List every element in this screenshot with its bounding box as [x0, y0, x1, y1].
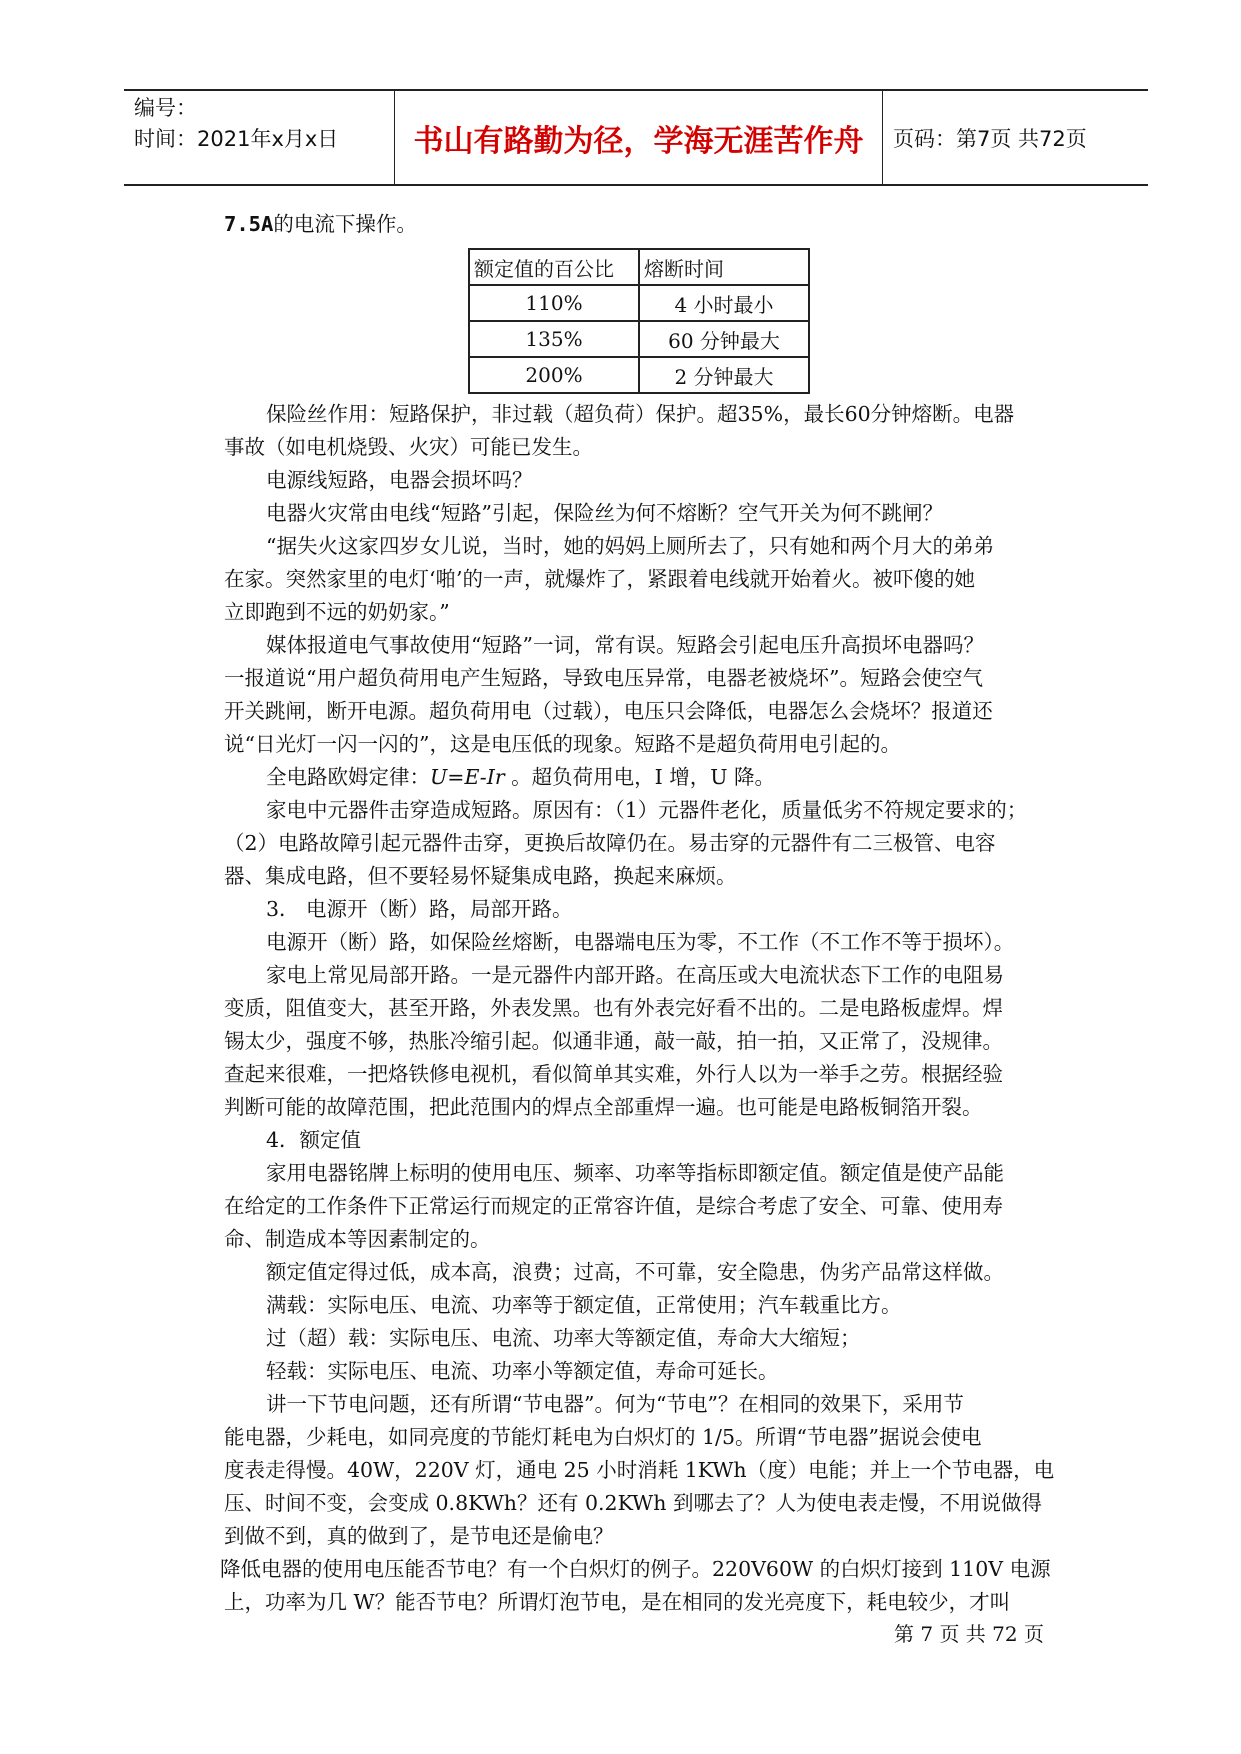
paragraph-line: 度表走得慢。40W，220V 灯，通电 25 小时消耗 1KWh（度）电能；并上一个节电器，电: [224, 1458, 1055, 1482]
formula-note: 。超负荷用电，I 增，U 降。: [504, 765, 776, 789]
paragraph-line: 一报道说“用户超负荷用电产生短路，导致电压异常，电器老被烧坏”。短路会使空气: [224, 666, 983, 690]
table-cell: 110%: [469, 285, 639, 321]
paragraph-line: 能电器，少耗电，如同亮度的节能灯耗电为白炽灯的 1/5。所谓“节电器”据说会使电: [224, 1425, 982, 1449]
paragraph-line: 电源线短路，电器会损坏吗？: [266, 468, 533, 492]
intro-rest: 的电流下操作。: [273, 212, 417, 236]
table-header-cell: 额定值的百公比: [469, 249, 639, 285]
formula-line: [224, 761, 1054, 794]
paragraph-line: 查起来很难，一把烙铁修电视机，看似简单其实难，外行人以为一举手之劳。根据经验: [224, 1062, 1003, 1086]
paragraph-line: 媒体报道电气事故使用“短路”一词，常有误。短路会引起电压升高损坏电器吗？: [266, 633, 984, 657]
header-time-label: 时间：2021年x月x日: [134, 127, 339, 151]
paragraph-line: 降低电器的使用电压能否节电？有一个白炽灯的例子。220V60W 的白炽灯接到 110V 电源: [220, 1557, 1051, 1581]
ohm-law-formula: U=E-Ir: [430, 765, 505, 789]
paragraph-line: 在家。突然家里的电灯‘啪’的一声，就爆炸了，紧跟着电线就开始着火。被吓傻的她: [224, 567, 976, 591]
table-cell: 200%: [469, 357, 639, 393]
paragraph-line: 上，功率为几 W？能否节电？所谓灯泡节电，是在相同的发光亮度下，耗电较少，才叫: [224, 1590, 1011, 1614]
intro-lead: 7.5A: [224, 212, 274, 236]
page-footer: 第 7 页 共 72 页: [894, 1622, 1044, 1646]
paragraph-line: 保险丝作用：短路保护，非过载（超负荷）保护。超35%，最长60分钟熔断。电器: [266, 402, 1015, 426]
formula-label: 全电路欧姆定律：: [266, 765, 430, 789]
paragraph-line: 家用电器铭牌上标明的使用电压、频率、功率等指标即额定值。额定值是使产品能: [266, 1161, 1004, 1185]
paragraph-line: 锡太少，强度不够，热胀冷缩引起。似通非通，敲一敲，拍一拍，又正常了，没规律。: [224, 1029, 1003, 1053]
header-motto: 书山有路勤为径，学海无涯苦作舟: [395, 91, 883, 184]
paragraph-line: 讲一下节电问题，还有所谓“节电器”。何为“节电”？在相同的效果下，采用节: [266, 1392, 964, 1416]
paragraph-line: 家电中元器件击穿造成短路。原因有：（1）元器件老化，质量低劣不符规定要求的；: [266, 798, 1028, 822]
paragraph-line: 过（超）载：实际电压、电流、功率大等额定值，寿命大大缩短；: [266, 1326, 861, 1350]
paragraph-line: （2）电路故障引起元器件击穿，更换后故障仍在。易击穿的元器件有二三极管、电容: [224, 831, 996, 855]
paragraph-line: 立即跑到不远的奶奶家。”: [224, 600, 450, 624]
table-cell: 4 小时最小: [639, 285, 809, 321]
header-page-info: 页码：第7页 共72页: [893, 126, 1087, 151]
paragraph-line: 轻载：实际电压、电流、功率小等额定值，寿命可延长。: [266, 1359, 779, 1383]
paragraph-line: 器、集成电路，但不要轻易怀疑集成电路，换起来麻烦。: [224, 864, 737, 888]
table-cell: 135%: [469, 321, 639, 357]
paragraph-line: 到做不到，真的做到了，是节电还是偷电？: [224, 1524, 614, 1548]
section-heading: 4．额定值: [266, 1128, 362, 1152]
paragraph-line: “据失火这家四岁女儿说，当时，她的妈妈上厕所去了，只有她和两个月大的弟弟: [266, 534, 994, 558]
header-number-label: 编号：: [134, 96, 197, 120]
paragraph-line: 在给定的工作条件下正常运行而规定的正常容许值，是综合考虑了安全、可靠、使用寿: [224, 1194, 1003, 1218]
paragraph-line: 电器火灾常由电线“短路”引起，保险丝为何不熔断？空气开关为何不跳闸？: [266, 501, 943, 525]
paragraph-line: 额定值定得过低，成本高，浪费；过高，不可靠，安全隐患，伪劣产品常这样做。: [266, 1260, 1004, 1284]
intro-line: [224, 208, 1054, 241]
paragraph-line: 事故（如电机烧毁、火灾）可能已发生。: [224, 435, 593, 459]
paragraph-line: 说“日光灯一闪一闪的”，这是电压低的现象。短路不是超负荷用电引起的。: [224, 732, 901, 756]
header-meta: [124, 91, 395, 184]
paragraph-line: 变质，阻值变大，甚至开路，外表发黑。也有外表完好看不出的。二是电路板虚焊。焊: [224, 996, 1003, 1020]
page-header: [124, 89, 1148, 186]
paragraph-line: 命、制造成本等因素制定的。: [224, 1227, 491, 1251]
table-header-row: [469, 249, 809, 285]
paragraph-line: 开关跳闸，断开电源。超负荷用电（过载），电压只会降低，电器怎么会烧坏？报道还: [224, 699, 993, 723]
table-header-cell: 熔断时间: [639, 249, 809, 285]
paragraph-line: 压、时间不变，会变成 0.8KWh？还有 0.2KWh 到哪去了？人为使电表走慢，不用说做得: [224, 1491, 1042, 1515]
table-cell: 2 分钟最大: [639, 357, 809, 393]
table-row: [469, 285, 809, 321]
section-heading: 3． 电源开（断）路，局部开路。: [266, 897, 573, 921]
table-cell: 60 分钟最大: [639, 321, 809, 357]
paragraph-line: 判断可能的故障范围，把此范围内的焊点全部重焊一遍。也可能是电路板铜箔开裂。: [224, 1095, 983, 1119]
fuse-rating-table: [468, 248, 810, 394]
table-row: [469, 321, 809, 357]
document-body: [220, 208, 1055, 1619]
paragraph-line: 满载：实际电压、电流、功率等于额定值，正常使用；汽车载重比方。: [266, 1293, 902, 1317]
paragraph-line: 家电上常见局部开路。一是元器件内部开路。在高压或大电流状态下工作的电阻易: [266, 963, 1004, 987]
table-row: [469, 357, 809, 393]
paragraph-line: 电源开（断）路，如保险丝熔断，电器端电压为零，不工作（不工作不等于损坏）。: [266, 930, 1015, 954]
